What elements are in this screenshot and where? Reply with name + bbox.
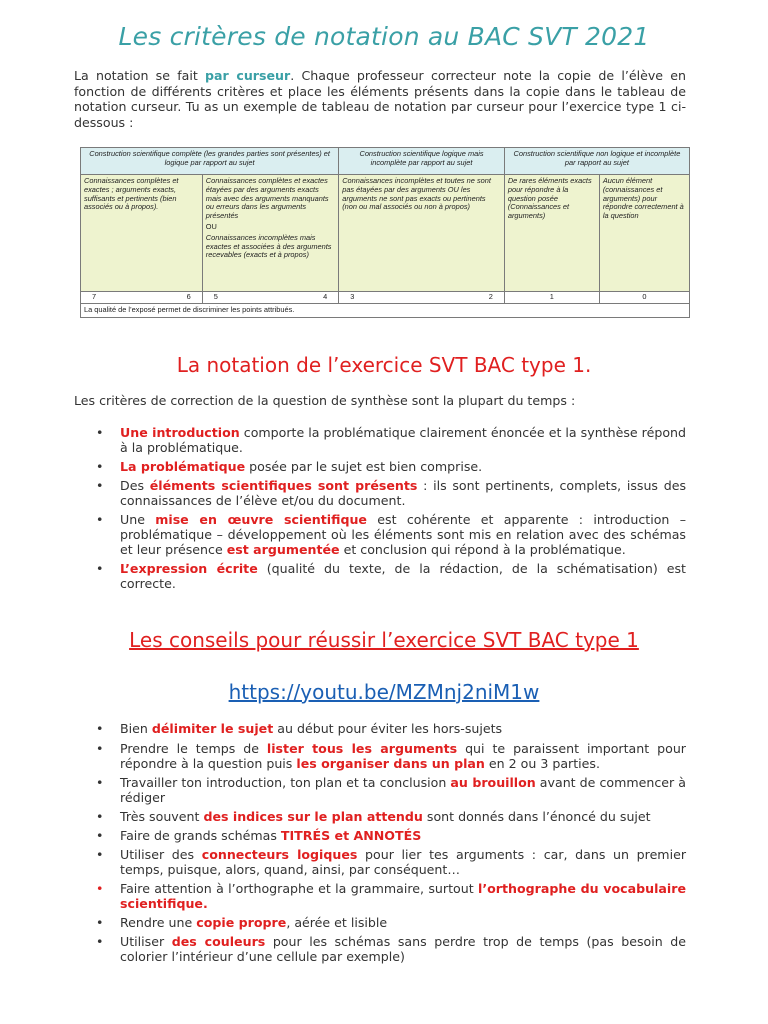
score-6: 6 — [186, 292, 191, 301]
rubric-header-complete: Construction scientifique complète (les grandes parties sont présentes) et logique par rapport au sujet — [81, 148, 339, 175]
rubric-cell-2b: Connaissances incomplètes mais exactes et associées à des arguments recevables (exacts et à propos) — [205, 232, 332, 260]
tip-item — [96, 934, 686, 964]
list-item-post: pour les schémas sans perdre trop de temps (pas besoin de colorier l’intérieur d’une cellule par exemple) — [120, 934, 686, 964]
bullet-icon: • — [96, 775, 104, 790]
list-item-post: qui te paraissent important pour répondre à la question puis — [120, 741, 686, 771]
list-item-bold2: est argumentée — [226, 542, 340, 557]
score-3: 3 — [350, 292, 355, 301]
list-item-post: comporte la problématique clairement énoncée et la synthèse répond à la problématique. — [120, 425, 687, 455]
list-item-pre: Des — [120, 478, 150, 493]
list-item-pre: Bien — [120, 721, 152, 736]
section1-lead: Les critères de correction de la question de synthèse sont la plupart du temps : — [74, 393, 576, 408]
intro-paragraph — [74, 68, 686, 130]
list-item-pre: Faire de grands schémas — [120, 828, 281, 843]
list-item-bold: l’orthographe du vocabulaire scientifique. — [120, 881, 686, 911]
list-item-bold: au brouillon — [450, 775, 536, 790]
bullet-icon: • — [96, 934, 104, 949]
section2-heading — [0, 628, 768, 652]
criteria-item — [96, 561, 686, 591]
list-item-post: (qualité du texte, de la rédaction, de la schématisation) est correcte. — [120, 561, 686, 591]
list-item-pre: Faire attention à l’orthographe et la grammaire, surtout — [120, 881, 479, 896]
tip-item — [96, 828, 686, 843]
intro-highlight: par curseur — [205, 68, 291, 83]
list-item-pre: Une — [120, 512, 156, 527]
list-item-post: avant de commencer à rédiger — [120, 775, 687, 805]
rubric-header-incomplete: Construction scientifique logique mais incomplète par rapport au sujet — [339, 148, 505, 175]
criteria-item — [96, 512, 686, 557]
rubric-scores-row — [81, 292, 690, 304]
intro-after: . Chaque professeur correcteur note la copie de l’élève en fonction de différents critères et place les éléments présents dans la copie dans le tableau de notation curseur. Tu as un exemple de tableau de notation par curseur pour l’exercice type 1 ci-dessous : — [74, 68, 686, 130]
intro-before: La notation se fait — [74, 68, 206, 83]
list-item-bold: Une introduction — [120, 425, 240, 440]
bullet-icon: • — [96, 425, 104, 440]
video-link[interactable] — [0, 680, 768, 704]
tip-item — [96, 809, 686, 824]
list-item-bold: délimiter le sujet — [151, 721, 274, 736]
rubric-header-row — [81, 148, 690, 175]
bullet-icon: • — [96, 721, 104, 736]
bullet-icon: • — [96, 847, 104, 862]
video-link-text[interactable]: https://youtu.be/MZMnj2niM1w — [228, 680, 540, 704]
rubric-cell-2 — [202, 175, 338, 292]
bullet-icon: • — [96, 809, 104, 824]
list-item-bold: copie propre — [196, 915, 287, 930]
rubric-table — [80, 147, 690, 318]
list-item-post: pour lier tes arguments : car, dans un premier temps, puisque, alors, quand, ainsi, par conséquent… — [120, 847, 687, 877]
rubric-cell-5: Aucun élément (connaissances et arguments) pour répondre correctement à la question — [599, 175, 689, 292]
list-item-bold2: les organiser dans un plan — [296, 756, 485, 771]
rubric-header-non-logique: Construction scientifique non logique et incomplète par rapport au sujet — [504, 148, 689, 175]
tip-item — [96, 741, 686, 771]
criteria-item — [96, 425, 686, 455]
rubric-cell-3: Connaissances incomplètes et toutes ne sont pas étayées par des arguments OU les arguments ne sont pas exacts ou pertinents (non ou mal associés ou non à propos) — [339, 175, 505, 292]
rubric-footer: La qualité de l’exposé permet de discriminer les points attribués. — [81, 304, 690, 318]
tip-item — [96, 915, 686, 930]
list-item-bold: TITRÉS et ANNOTÉS — [280, 828, 422, 843]
list-item-bold: des indices sur le plan attendu — [203, 809, 423, 824]
rubric-cell-2a: Connaissances complètes et exactes étayées par des arguments exacts mais avec des arguments manquants ou erreurs dans les arguments présentés — [205, 176, 329, 221]
list-item-bold: La problématique — [120, 459, 246, 474]
list-item-post: posée par le sujet est bien comprise. — [245, 459, 483, 474]
list-item-pre: Rendre une — [120, 915, 197, 930]
score-0: 0 — [599, 292, 689, 304]
score-5: 5 — [213, 292, 218, 301]
score-4: 4 — [323, 292, 328, 301]
criteria-list — [96, 425, 686, 595]
score-cell-2 — [202, 292, 338, 304]
bullet-icon: • — [96, 828, 104, 843]
score-2: 2 — [488, 292, 493, 301]
list-item-pre: Travailler ton introduction, ton plan et ta conclusion — [120, 775, 451, 790]
rubric-table-wrapper — [80, 147, 690, 318]
score-cell-3 — [339, 292, 505, 304]
list-item-pre: Prendre le temps de — [120, 741, 267, 756]
list-item-bold: éléments scientifiques sont présents — [149, 478, 418, 493]
list-item-post2: et conclusion qui répond à la problématique. — [339, 542, 626, 557]
bullet-icon: • — [96, 561, 104, 576]
list-item-bold: connecteurs logiques — [201, 847, 358, 862]
tip-item — [96, 775, 686, 805]
list-item-post2: en 2 ou 3 parties. — [484, 756, 600, 771]
rubric-cell-2-ou: OU — [205, 221, 217, 231]
section2-heading-text: Les conseils pour réussir l’exercice SVT BAC type 1 — [129, 628, 639, 652]
bullet-icon: • — [96, 881, 104, 896]
score-cell-1 — [81, 292, 203, 304]
list-item-post: sont donnés dans l’énoncé du sujet — [422, 809, 651, 824]
section1-heading: La notation de l’exercice SVT BAC type 1. — [176, 353, 592, 377]
bullet-icon: • — [96, 459, 104, 474]
rubric-cell-1: Connaissances complètes et exactes ; arguments exacts, suffisants et pertinents (bien associés ou à propos). — [81, 175, 203, 292]
list-item-bold: mise en œuvre scientifique — [155, 512, 367, 527]
bullet-icon: • — [96, 512, 104, 527]
list-item-pre: Utiliser — [120, 934, 172, 949]
list-item-pre: Très souvent — [120, 809, 204, 824]
bullet-icon: • — [96, 478, 104, 493]
list-item-post: est cohérente et apparente : introduction – problématique – développement où les éléments sont mis en relation avec des schémas et leur présence — [120, 512, 686, 557]
tips-list — [96, 721, 686, 968]
list-item-bold: L’expression écrite — [120, 561, 258, 576]
criteria-item — [96, 478, 686, 508]
list-item-bold: des couleurs — [171, 934, 266, 949]
bullet-icon: • — [96, 915, 104, 930]
rubric-footer-row — [81, 304, 690, 318]
rubric-body-row — [81, 175, 690, 292]
tip-item — [96, 847, 686, 877]
list-item-post: : ils sont pertinents, complets, issus des connaissances de l’élève et/ou du document. — [120, 478, 687, 508]
criteria-item — [96, 459, 686, 474]
page-title: Les critères de notation au BAC SVT 2021 — [118, 22, 650, 51]
tip-item — [96, 721, 686, 736]
bullet-icon: • — [96, 741, 104, 756]
score-7: 7 — [92, 292, 97, 301]
list-item-post: au début pour éviter les hors-sujets — [273, 721, 503, 736]
rubric-cell-4: De rares éléments exacts pour répondre à la question posée (Connaissances et arguments) — [504, 175, 599, 292]
list-item-post: , aérée et lisible — [286, 915, 388, 930]
list-item-bold: lister tous les arguments — [266, 741, 458, 756]
list-item-pre: Utiliser des — [120, 847, 202, 862]
score-1: 1 — [504, 292, 599, 304]
tip-item — [96, 881, 686, 911]
